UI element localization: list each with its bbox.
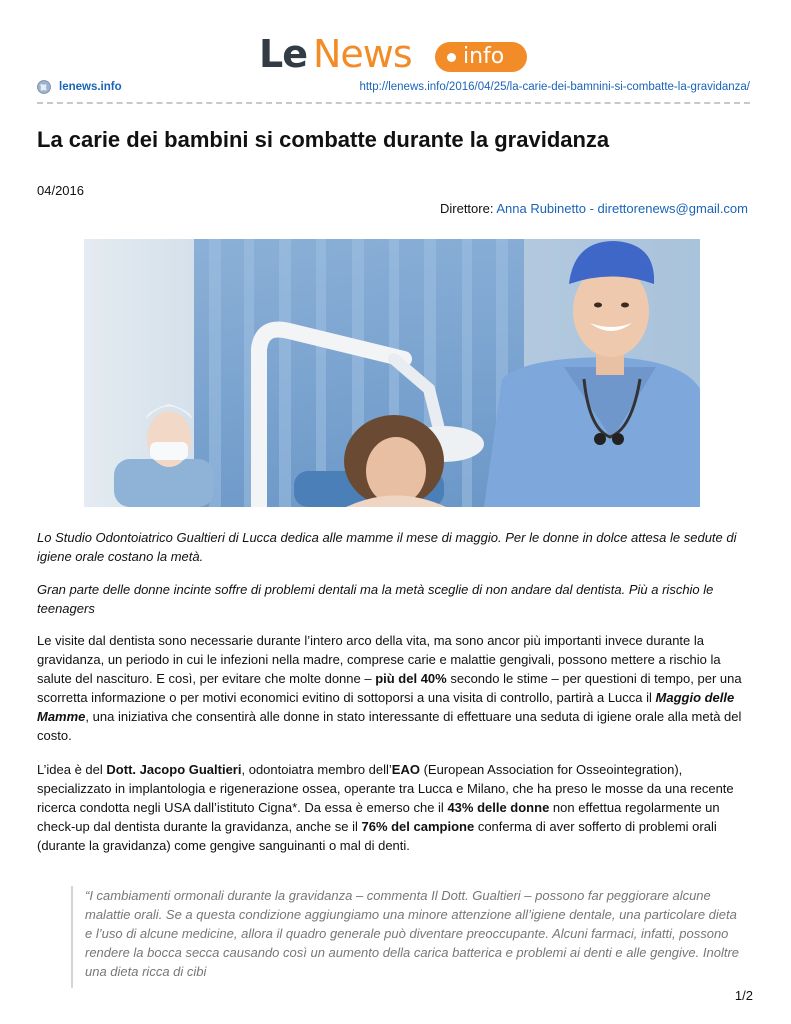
p4-bold-43: 43% delle donne — [447, 800, 550, 815]
director-label: Direttore: — [439, 201, 497, 216]
body-paragraph-2 — [37, 760, 753, 855]
logo-dot — [447, 53, 456, 62]
p4-text-d: (European Association for Osseointegration), specializzato in implantologia e rigenerazione ossea, operante tra Lucca e Milano, che ha preso le mosse da una recente ricerca condotta negli USA dall’istituto Cigna*. Da essa è emerso che il — [37, 762, 734, 815]
header-divider — [37, 102, 750, 104]
p4-text-c: , odontoiatra membro dell’ — [241, 762, 392, 777]
site-name-link[interactable]: lenews.info — [59, 81, 122, 93]
body-paragraph-1 — [37, 631, 753, 745]
lenews-logo — [259, 34, 529, 78]
article-url-link[interactable]: http://lenews.info/2016/04/25/la-carie-dei-bamnini-si-combatte-la-gravidanza/ — [359, 81, 750, 93]
page-number: 1/2 — [734, 988, 753, 1003]
logo-info-text: info — [463, 44, 505, 69]
article-date: 04/2016 — [37, 183, 84, 198]
blockquote: “I cambiamenti ormonali durante la gravidanza – commenta Il Dott. Gualtieri – possono far peggiorare alcune malattie orali. Se a questa condizione aggiungiamo una minore attenzione all’igiene dentale, una particolare dieta e l’uso di alcune medicine, allora il quadro generale può diventare preoccupante. Alcuni farmaci, infatti, possono rendere la bocca secca causando così un aumento della carica batterica e problemi ai denti e alle gengive. Inoltre una dieta ricca di cibi — [71, 886, 745, 988]
p4-bold-76: 76% del campione — [361, 819, 475, 834]
logo-info-pill — [435, 42, 527, 72]
p3-text-c: secondo le stime – per questioni di tempo, per una scorretta informazione o per motivi economici evitino di sottoporsi a una visita di controllo, partirà a Lucca il — [37, 671, 742, 705]
p3-bold-initiative: Maggio delle Mamme — [37, 690, 735, 724]
p4-bold-doctor: Dott. Jacopo Gualtieri — [106, 762, 242, 777]
globe-icon — [37, 80, 51, 94]
source-row — [37, 80, 750, 96]
article-photo — [84, 239, 700, 507]
logo-news-text: News — [313, 32, 412, 76]
p3-text-d: , una iniziativa che consentirà alle donne in stato interessante di effettuare una seduta di igiene orale alla metà del costo. — [37, 709, 742, 743]
lead-paragraph-1: Lo Studio Odontoiatrico Gualtieri di Lucca dedica alle mamme il mese di maggio. Per le donne in dolce attesa le sedute di igiene orale costano la metà. — [37, 530, 737, 564]
p4-bold-eao: EAO — [391, 762, 420, 777]
director-link[interactable]: Anna Rubinetto - direttorenews@gmail.com — [496, 201, 748, 216]
logo-le-text: Le — [259, 32, 307, 76]
p3-bold-percent: più del 40% — [375, 671, 447, 686]
article-title: La carie dei bambini si combatte durante la gravidanza — [37, 127, 610, 152]
director-line — [440, 201, 748, 216]
p4-text-f: conferma di aver sofferto di problemi orali (durante la gravidanza) come gengive sanguinanti o mal di denti. — [37, 819, 717, 853]
p4-text-a: L’idea è del — [37, 762, 107, 777]
p4-text-e: non effettua regolarmente un check-up dal dentista durante la gravidanza, anche se il — [37, 800, 720, 834]
lead-paragraph-2: Gran parte delle donne incinte soffre di problemi dentali ma la metà sceglie di non andare dal dentista. Più a rischio le teenagers — [37, 582, 714, 616]
p3-text-a: Le visite dal dentista sono necessarie durante l’intero arco della vita, ma sono ancor più importanti invece durante la gravidanza, un periodo in cui le infezioni nella madre, comprese carie e malattie gengivali, possono mettere a rischio la salute del nascituro. E così, per evitare che molte donne – — [37, 633, 721, 686]
